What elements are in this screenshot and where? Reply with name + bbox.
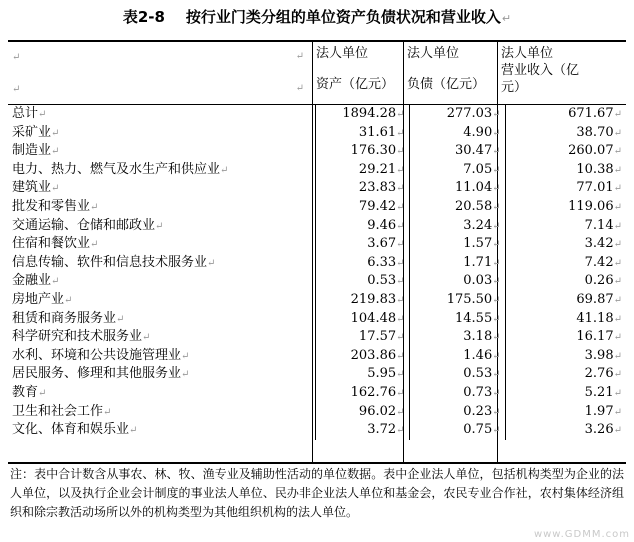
row-label: [8, 291, 316, 310]
return-mark-icon: ↵: [492, 313, 501, 325]
return-mark-icon: ↵: [613, 164, 622, 176]
row-label: [8, 142, 316, 161]
cell-revenue: [505, 105, 626, 124]
return-mark-icon: ↵: [90, 201, 99, 213]
cell-assets: [316, 142, 409, 161]
row-label: [8, 421, 316, 440]
cell-assets: [316, 365, 409, 384]
cell-assets-value: 203.86: [350, 347, 397, 363]
return-mark-icon: ↵: [295, 83, 304, 94]
row-label-value: 居民服务、修理和其他服务业: [12, 366, 182, 382]
cell-revenue-value: 10.38: [576, 161, 614, 177]
data-table: [8, 105, 626, 440]
cell-revenue-value: 16.17: [576, 329, 614, 345]
return-mark-icon: ↵: [613, 183, 622, 195]
row-label: [8, 161, 316, 180]
cell-liabilities: [409, 217, 505, 236]
cell-revenue: [505, 384, 626, 403]
return-mark-icon: ↵: [142, 332, 151, 344]
return-mark-icon: ↵: [492, 350, 501, 362]
return-mark-icon: ↵: [396, 183, 405, 195]
row-label: [8, 217, 316, 236]
cell-liabilities: [409, 403, 505, 422]
cell-assets-value: 79.42: [358, 198, 397, 214]
cell-liabilities-value: 20.58: [455, 198, 493, 214]
cell-assets: [316, 124, 409, 143]
bottom-rule: [8, 462, 626, 464]
return-mark-icon: ↵: [492, 127, 501, 139]
cell-liabilities: [409, 179, 505, 198]
return-mark-icon: ↵: [396, 406, 405, 418]
cell-liabilities-value: 3.18: [463, 329, 493, 345]
cell-assets: [316, 161, 409, 180]
cell-assets-value: 6.33: [367, 254, 397, 270]
table-row: [8, 347, 626, 366]
return-mark-icon: ↵: [51, 146, 60, 158]
cell-liabilities: [409, 272, 505, 291]
cell-assets: [316, 403, 409, 422]
return-mark-icon: ↵: [492, 425, 501, 437]
return-mark-icon: ↵: [396, 239, 405, 251]
return-mark-icon: ↵: [90, 239, 99, 251]
cell-assets-value: 104.48: [350, 310, 397, 326]
row-label: [8, 124, 316, 143]
cell-revenue: [505, 198, 626, 217]
cell-revenue: [505, 217, 626, 236]
return-mark-icon: ↵: [492, 332, 501, 344]
cell-assets-value: 5.95: [367, 366, 397, 382]
cell-liabilities: [409, 105, 505, 124]
cell-liabilities: [409, 198, 505, 217]
row-label-value: 金融业: [12, 273, 52, 289]
return-mark-icon: ↵: [492, 164, 501, 176]
return-mark-icon: ↵: [613, 220, 622, 232]
table-row: [8, 217, 626, 236]
row-label: [8, 347, 316, 366]
header-revenue-line2: 营业收入（亿: [501, 63, 580, 78]
cell-assets-value: 0.53: [367, 273, 397, 289]
cell-liabilities-value: 14.55: [455, 310, 493, 326]
return-mark-icon: ↵: [613, 369, 622, 381]
table-row: [8, 328, 626, 347]
cell-liabilities-value: 0.53: [463, 366, 493, 382]
cell-liabilities: [409, 142, 505, 161]
cell-liabilities: [409, 365, 505, 384]
cell-assets-value: 23.83: [358, 180, 397, 196]
header-assets: [316, 45, 402, 93]
cell-assets-value: 17.57: [358, 329, 397, 345]
return-mark-icon: ↵: [613, 350, 622, 362]
row-label-value: 文化、体育和娱乐业: [12, 422, 130, 438]
row-label: [8, 365, 316, 384]
return-mark-icon: ↵: [501, 12, 512, 25]
cell-revenue-value: 3.42: [584, 236, 614, 252]
cell-revenue: [505, 124, 626, 143]
return-mark-icon: ↵: [396, 201, 405, 213]
cell-assets-value: 3.67: [367, 236, 397, 252]
header-revenue-line1: 法人单位: [501, 46, 554, 61]
table-row: [8, 421, 626, 440]
return-mark-icon: ↵: [103, 406, 112, 418]
cell-assets-value: 3.72: [367, 422, 397, 438]
return-mark-icon: ↵: [492, 183, 501, 195]
header-assets-line2: 资产（亿元）: [316, 77, 395, 92]
return-mark-icon: ↵: [181, 369, 190, 381]
table-title-text: 按行业门类分组的单位资产负债状况和营业收入: [185, 8, 501, 26]
row-label-value: 科学研究和技术服务业: [12, 329, 143, 345]
return-mark-icon: ↵: [396, 369, 405, 381]
cell-assets-value: 31.61: [358, 124, 397, 140]
row-label-value: 批发和零售业: [12, 198, 91, 214]
cell-liabilities: [409, 291, 505, 310]
return-mark-icon: ↵: [220, 164, 229, 176]
header-revenue-line3: 元）: [501, 80, 528, 95]
return-mark-icon: ↵: [396, 127, 405, 139]
header-stub-2: [12, 80, 308, 98]
cell-liabilities-value: 0.73: [463, 384, 493, 400]
return-mark-icon: ↵: [396, 332, 405, 344]
cell-liabilities: [409, 347, 505, 366]
cell-liabilities: [409, 124, 505, 143]
cell-revenue: [505, 365, 626, 384]
row-label: [8, 310, 316, 329]
row-label-value: 交通运输、仓储和邮政业: [12, 217, 156, 233]
cell-liabilities-value: 11.04: [455, 180, 493, 196]
return-mark-icon: ↵: [492, 294, 501, 306]
return-mark-icon: ↵: [396, 350, 405, 362]
header-revenue: [501, 45, 625, 96]
cell-revenue-value: 69.87: [576, 291, 614, 307]
return-mark-icon: ↵: [613, 257, 622, 269]
cell-revenue-value: 2.76: [584, 366, 614, 382]
return-mark-icon: ↵: [116, 313, 125, 325]
cell-revenue: [505, 235, 626, 254]
row-label-value: 制造业: [12, 143, 52, 159]
cell-revenue: [505, 347, 626, 366]
return-mark-icon: ↵: [12, 84, 21, 95]
return-mark-icon: ↵: [38, 387, 47, 399]
cell-revenue: [505, 272, 626, 291]
cell-revenue: [505, 291, 626, 310]
table-row: [8, 254, 626, 273]
cell-liabilities: [409, 421, 505, 440]
return-mark-icon: ↵: [155, 220, 164, 232]
return-mark-icon: ↵: [396, 146, 405, 158]
cell-liabilities: [409, 310, 505, 329]
return-mark-icon: ↵: [207, 257, 216, 269]
watermark: www.GDMM.com: [533, 529, 630, 540]
cell-liabilities-value: 0.23: [463, 403, 493, 419]
return-mark-icon: ↵: [492, 220, 501, 232]
return-mark-icon: ↵: [129, 425, 138, 437]
return-mark-icon: ↵: [613, 406, 622, 418]
return-mark-icon: ↵: [613, 332, 622, 344]
cell-revenue-value: 260.07: [568, 143, 614, 159]
row-label-value: 电力、热力、燃气及水生产和供应业: [12, 161, 221, 177]
return-mark-icon: ↵: [613, 276, 622, 288]
cell-assets-value: 9.46: [367, 217, 397, 233]
cell-revenue-value: 3.98: [584, 347, 614, 363]
return-mark-icon: ↵: [492, 109, 501, 120]
cell-assets-value: 176.30: [350, 143, 397, 159]
return-mark-icon: ↵: [396, 276, 405, 288]
row-label-value: 总计: [12, 106, 39, 121]
row-label-value: 水利、环境和公共设施管理业: [12, 347, 182, 363]
cell-liabilities-value: 1.57: [463, 236, 493, 252]
return-mark-icon: ↵: [492, 201, 501, 213]
return-mark-icon: ↵: [613, 387, 622, 399]
return-mark-icon: ↵: [492, 369, 501, 381]
row-label: [8, 272, 316, 291]
cell-liabilities-value: 3.24: [463, 217, 493, 233]
row-label: [8, 179, 316, 198]
cell-assets: [316, 105, 409, 124]
cell-revenue-value: 3.26: [584, 422, 614, 438]
return-mark-icon: ↵: [51, 127, 60, 139]
cell-revenue: [505, 254, 626, 273]
return-mark-icon: ↵: [492, 239, 501, 251]
return-mark-icon: ↵: [181, 350, 190, 362]
cell-liabilities-value: 1.71: [463, 254, 493, 270]
footnote: 注：表中合计数含从事农、林、牧、渔专业及辅助性活动的单位数据。表中企业法人单位，包括机构类型为企业的法人单位，以及执行企业会计制度的事业法人单位、民办非企业法人单位和基金会，农民专业合作社，农村集体经济组织和除宗教活动场所以外的机构类型为其他组织机构的法人单位。: [10, 467, 624, 519]
row-label: [8, 403, 316, 422]
cell-revenue: [505, 403, 626, 422]
table-row: [8, 403, 626, 422]
row-label-value: 住宿和餐饮业: [12, 236, 91, 252]
cell-liabilities-value: 30.47: [455, 143, 493, 159]
cell-assets: [316, 310, 409, 329]
table-row: [8, 124, 626, 143]
cell-revenue-value: 7.42: [584, 254, 614, 270]
cell-revenue-value: 5.21: [584, 384, 614, 400]
cell-liabilities: [409, 235, 505, 254]
return-mark-icon: ↵: [396, 294, 405, 306]
row-label-value: 卫生和社会工作: [12, 403, 104, 419]
cell-revenue: [505, 161, 626, 180]
cell-liabilities-value: 277.03: [446, 106, 493, 121]
cell-assets: [316, 179, 409, 198]
table-row: [8, 365, 626, 384]
cell-assets: [316, 384, 409, 403]
table-row: [8, 272, 626, 291]
cell-revenue-value: 7.14: [584, 217, 614, 233]
top-rule: [8, 40, 626, 42]
cell-assets-value: 1894.28: [342, 106, 397, 121]
cell-assets: [316, 198, 409, 217]
cell-revenue: [505, 310, 626, 329]
header-liabilities-line1: 法人单位: [407, 46, 460, 61]
row-label: [8, 328, 316, 347]
return-mark-icon: ↵: [613, 313, 622, 325]
cell-revenue-value: 77.01: [576, 180, 614, 196]
header-liabilities: [407, 45, 499, 93]
return-mark-icon: ↵: [38, 109, 47, 120]
cell-liabilities-value: 175.50: [446, 291, 493, 307]
data-table-body: [8, 105, 626, 440]
cell-revenue-value: 38.70: [576, 124, 614, 140]
table-title: [0, 2, 634, 32]
return-mark-icon: ↵: [492, 257, 501, 269]
cell-liabilities: [409, 384, 505, 403]
row-label: [8, 198, 316, 217]
return-mark-icon: ↵: [613, 201, 622, 213]
row-label: [8, 254, 316, 273]
return-mark-icon: ↵: [396, 387, 405, 399]
row-label-value: 房地产业: [12, 291, 65, 307]
cell-liabilities-value: 0.75: [463, 422, 493, 438]
cell-liabilities: [409, 328, 505, 347]
cell-revenue-value: 119.06: [568, 198, 614, 214]
header-liabilities-line2: 负债（亿元）: [407, 77, 486, 92]
return-mark-icon: ↵: [396, 109, 405, 120]
row-label-value: 采矿业: [12, 124, 52, 140]
cell-liabilities: [409, 254, 505, 273]
return-mark-icon: ↵: [613, 109, 622, 120]
cell-revenue: [505, 179, 626, 198]
cell-liabilities-value: 7.05: [463, 161, 493, 177]
table-row: [8, 235, 626, 254]
return-mark-icon: ↵: [51, 183, 60, 195]
cell-liabilities-value: 1.46: [463, 347, 493, 363]
cell-liabilities: [409, 161, 505, 180]
table-number: 表2-8: [122, 8, 165, 26]
return-mark-icon: ↵: [613, 425, 622, 437]
table-row: [8, 384, 626, 403]
cell-assets: [316, 272, 409, 291]
cell-assets: [316, 421, 409, 440]
row-label: [8, 384, 316, 403]
return-mark-icon: ↵: [613, 146, 622, 158]
row-label: [8, 105, 316, 124]
cell-revenue: [505, 142, 626, 161]
cell-assets: [316, 291, 409, 310]
cell-assets: [316, 328, 409, 347]
row-label-value: 租赁和商务服务业: [12, 310, 117, 326]
return-mark-icon: ↵: [51, 276, 60, 288]
return-mark-icon: ↵: [295, 51, 304, 62]
cell-assets: [316, 217, 409, 236]
return-mark-icon: ↵: [396, 313, 405, 325]
return-mark-icon: ↵: [396, 257, 405, 269]
table-row: [8, 198, 626, 217]
cell-assets-value: 162.76: [350, 384, 397, 400]
cell-revenue-value: 0.26: [584, 273, 614, 289]
return-mark-icon: ↵: [396, 425, 405, 437]
row-label-value: 教育: [12, 384, 39, 400]
table-row: [8, 291, 626, 310]
cell-assets: [316, 235, 409, 254]
return-mark-icon: ↵: [613, 294, 622, 306]
return-mark-icon: ↵: [396, 220, 405, 232]
return-mark-icon: ↵: [613, 127, 622, 139]
cell-assets-value: 29.21: [358, 161, 397, 177]
header-stub: [12, 48, 308, 66]
cell-revenue: [505, 421, 626, 440]
row-label-value: 信息传输、软件和信息技术服务业: [12, 254, 208, 270]
cell-assets-value: 96.02: [358, 403, 397, 419]
cell-revenue-value: 1.97: [584, 403, 614, 419]
cell-assets: [316, 254, 409, 273]
return-mark-icon: ↵: [492, 387, 501, 399]
row-label: [8, 235, 316, 254]
return-mark-icon: ↵: [492, 146, 501, 158]
cell-assets-value: 219.83: [350, 291, 397, 307]
cell-revenue-value: 41.18: [576, 310, 614, 326]
cell-liabilities-value: 0.03: [463, 273, 493, 289]
return-mark-icon: ↵: [396, 164, 405, 176]
table-row: [8, 105, 626, 124]
cell-assets: [316, 347, 409, 366]
row-label-value: 建筑业: [12, 180, 52, 196]
table-row: [8, 142, 626, 161]
table-row: [8, 161, 626, 180]
return-mark-icon: ↵: [492, 276, 501, 288]
header-assets-line1: 法人单位: [316, 46, 369, 61]
cell-liabilities-value: 4.90: [463, 124, 493, 140]
cell-revenue: [505, 328, 626, 347]
return-mark-icon: ↵: [12, 52, 21, 63]
return-mark-icon: ↵: [492, 406, 501, 418]
return-mark-icon: ↵: [64, 294, 73, 306]
cell-revenue-value: 671.67: [568, 106, 614, 121]
table-row: [8, 310, 626, 329]
table-row: [8, 179, 626, 198]
return-mark-icon: ↵: [613, 239, 622, 251]
